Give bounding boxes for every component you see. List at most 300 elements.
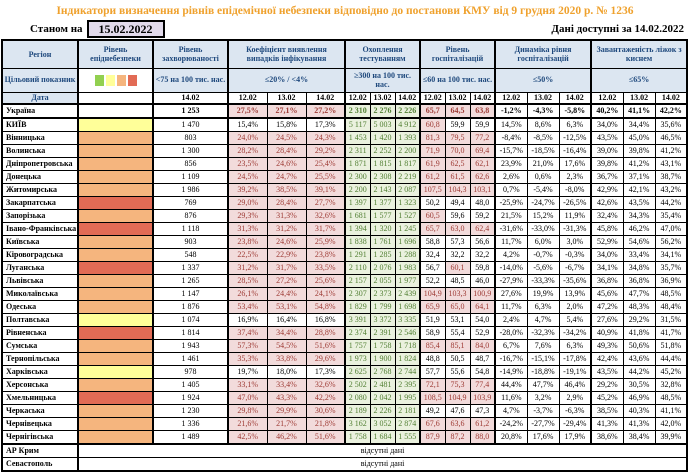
beds-cell: 47,7%	[623, 288, 655, 301]
detection-cell: 31,3%	[267, 210, 306, 223]
testing-cell: 2 546	[395, 327, 420, 340]
hosp-cell: 107,5	[420, 184, 445, 197]
incidence-cell: 1 876	[153, 301, 228, 314]
hosp-cell: 47,6	[445, 405, 470, 418]
detection-cell: 38,5%	[267, 184, 306, 197]
hosp-cell: 50,5	[445, 353, 470, 366]
beds-cell: 45,0%	[623, 132, 655, 145]
hosp-cell: 49,4	[445, 197, 470, 210]
incidence-cell: 1 336	[153, 418, 228, 431]
dynamics-cell: -35,6%	[559, 275, 591, 288]
detection-cell: 34,4%	[267, 327, 306, 340]
detection-cell: 32,6%	[306, 379, 345, 392]
dynamics-cell: 6,3%	[559, 118, 591, 132]
dynamics-cell: -15,1%	[527, 353, 559, 366]
beds-cell: 48,5%	[655, 288, 687, 301]
dynamics-cell: -14,9%	[495, 366, 527, 379]
beds-cell: 43,5%	[591, 366, 623, 379]
region-cell: АР Крим	[2, 444, 78, 458]
detection-cell: 21,7%	[267, 418, 306, 431]
region-cell: Хмельницька	[2, 392, 78, 405]
hosp-cell: 70,0	[445, 145, 470, 158]
data-available-label: Дані доступні за 14.02.2022	[551, 22, 684, 35]
detection-cell: 43,3%	[267, 392, 306, 405]
testing-cell: 1 320	[370, 223, 395, 236]
beds-cell: 40,9%	[591, 327, 623, 340]
testing-cell: 2 391	[370, 327, 395, 340]
region-cell: Харківська	[2, 366, 78, 379]
dynamics-cell: 0,6%	[527, 171, 559, 184]
date-cell: 14.02	[470, 92, 495, 104]
testing-cell: 2 252	[370, 145, 395, 158]
dynamics-cell: -5,6%	[527, 262, 559, 275]
beds-cell: 47,2%	[591, 301, 623, 314]
detection-cell: 32,6%	[306, 210, 345, 223]
testing-cell: 2 373	[370, 288, 395, 301]
as-of-date-box: 15.02.2022	[87, 20, 165, 38]
date-cell: 13.02	[370, 92, 395, 104]
testing-cell: 1 377	[370, 197, 395, 210]
detection-cell: 28,5%	[228, 275, 267, 288]
testing-cell: 1 815	[370, 158, 395, 171]
target-dynamics: ≤50%	[495, 68, 591, 92]
dynamics-cell: -31,3%	[559, 223, 591, 236]
beds-cell: 36,7%	[591, 171, 623, 184]
beds-cell: 41,2%	[623, 158, 655, 171]
level-cell	[78, 223, 153, 236]
dynamics-cell: -24,7%	[527, 197, 559, 210]
detection-cell: 23,8%	[306, 249, 345, 262]
dynamics-cell: -27,9%	[495, 275, 527, 288]
incidence-cell: 1 337	[153, 262, 228, 275]
col-detection: Коефіцієнт виявлення випадків інфікування	[228, 40, 345, 68]
beds-cell: 44,2%	[655, 197, 687, 210]
level-cell	[78, 249, 153, 262]
detection-cell: 25,4%	[306, 158, 345, 171]
testing-cell: 1 799	[370, 301, 395, 314]
beds-cell: 49,3%	[591, 340, 623, 353]
incidence-cell: 1 230	[153, 405, 228, 418]
hosp-cell: 56,6	[470, 236, 495, 249]
beds-cell: 45,2%	[655, 366, 687, 379]
hosp-cell: 75,3	[445, 379, 470, 392]
dynamics-cell: -26,5%	[559, 197, 591, 210]
table-row	[2, 104, 687, 118]
table-row	[2, 249, 687, 262]
table-row	[2, 444, 687, 458]
dynamics-cell: 17,6%	[527, 431, 559, 445]
testing-cell: 2 181	[395, 405, 420, 418]
beds-cell: 35,7%	[655, 262, 687, 275]
table-row	[2, 118, 687, 132]
dynamics-cell: -18,5%	[527, 145, 559, 158]
date-cell: 14.02	[395, 92, 420, 104]
detection-cell: 24,6%	[267, 236, 306, 249]
beds-cell: 50,6%	[623, 340, 655, 353]
col-testing: Охоплення тестуванням	[345, 40, 420, 68]
detection-cell: 24,0%	[228, 132, 267, 145]
level-cell	[78, 418, 153, 431]
hosp-cell: 63,0	[445, 223, 470, 236]
beds-cell: 42,6%	[591, 197, 623, 210]
testing-cell: 1 453	[345, 132, 370, 145]
beds-cell: 47,0%	[655, 223, 687, 236]
hosp-cell: 48,8	[420, 353, 445, 366]
target-label: Цільовий показник	[2, 68, 78, 92]
incidence-cell: 903	[153, 236, 228, 249]
date-cell: 12.02	[420, 92, 445, 104]
region-cell: КИЇВ	[2, 118, 78, 132]
level-cell	[78, 197, 153, 210]
hosp-cell: 59,2	[470, 210, 495, 223]
dynamics-cell: 17,6%	[559, 158, 591, 171]
hosp-cell: 62,4	[470, 223, 495, 236]
col-epidemic-level: Рівень епіднебезпеки	[78, 40, 153, 68]
dynamics-cell: -14,0%	[495, 262, 527, 275]
testing-cell: 2 226	[395, 104, 420, 118]
region-cell: Київська	[2, 236, 78, 249]
detection-cell: 25,6%	[306, 275, 345, 288]
no-data-cell: відсутні дані	[78, 458, 687, 472]
detection-cell: 15,4%	[228, 118, 267, 132]
region-cell: Сумська	[2, 340, 78, 353]
level-cell	[78, 327, 153, 340]
beds-cell: 27,6%	[591, 314, 623, 327]
dynamics-cell: -18,8%	[527, 366, 559, 379]
dynamics-cell: 6,3%	[527, 301, 559, 314]
hosp-cell: 57,7	[420, 366, 445, 379]
hosp-cell: 57,3	[445, 236, 470, 249]
table-row	[2, 210, 687, 223]
dynamics-cell: 13,9%	[559, 288, 591, 301]
indicators-table	[1, 39, 688, 472]
target-incidence: <75 на 100 тис. нас.	[153, 68, 228, 92]
hosp-cell: 52,2	[420, 275, 445, 288]
testing-cell: 2 200	[395, 145, 420, 158]
hosp-cell: 32,2	[445, 249, 470, 262]
level-cell	[78, 301, 153, 314]
testing-cell: 3 162	[345, 418, 370, 431]
testing-cell: 1 288	[395, 249, 420, 262]
testing-cell: 1 829	[345, 301, 370, 314]
detection-cell: 19,7%	[228, 366, 267, 379]
level-cell	[78, 104, 153, 118]
as-of-label: Станом на	[30, 22, 83, 35]
level-cell	[78, 275, 153, 288]
detection-cell: 26,1%	[228, 288, 267, 301]
hosp-cell: 71,9	[420, 145, 445, 158]
dynamics-cell: 11,9%	[559, 210, 591, 223]
testing-cell: 3 372	[370, 314, 395, 327]
detection-cell: 21,6%	[228, 418, 267, 431]
level-cell	[78, 431, 153, 445]
beds-cell: 35,4%	[655, 210, 687, 223]
dynamics-cell: 6,7%	[495, 340, 527, 353]
beds-cell: 36,8%	[623, 275, 655, 288]
testing-cell: 2 087	[395, 184, 420, 197]
dynamics-cell: -29,4%	[559, 418, 591, 431]
region-cell: Івано-Франківська	[2, 223, 78, 236]
testing-cell: 1 817	[395, 158, 420, 171]
hosp-cell: 52,9	[470, 327, 495, 340]
hosp-cell: 85,4	[420, 340, 445, 353]
testing-cell: 1 983	[395, 262, 420, 275]
level-cell	[78, 405, 153, 418]
beds-cell: 42,0%	[655, 418, 687, 431]
hosp-cell: 32,2	[470, 249, 495, 262]
hosp-cell: 65,7	[420, 104, 445, 118]
beds-cell: 51,8%	[655, 340, 687, 353]
beds-cell: 45,8%	[591, 223, 623, 236]
dynamics-cell: 4,2%	[495, 249, 527, 262]
region-cell: Миколаївська	[2, 288, 78, 301]
beds-cell: 44,4%	[655, 353, 687, 366]
detection-cell: 51,6%	[306, 431, 345, 445]
testing-cell: 1 871	[345, 158, 370, 171]
beds-cell: 45,6%	[591, 288, 623, 301]
level-cell	[78, 145, 153, 158]
table-row	[2, 327, 687, 340]
detection-cell: 54,8%	[306, 301, 345, 314]
target-testing: ≥300 на 100 тис. нас.	[345, 68, 420, 92]
dynamics-cell: 8,6%	[527, 118, 559, 132]
hosp-cell: 87,9	[420, 431, 445, 445]
hosp-cell: 103,1	[470, 184, 495, 197]
target-hospitalization: ≤60 на 100 тис. нас.	[420, 68, 495, 92]
testing-cell: 1 245	[395, 223, 420, 236]
beds-cell: 48,5%	[655, 392, 687, 405]
dynamics-cell: -8,4%	[495, 132, 527, 145]
beds-cell: 38,5%	[591, 405, 623, 418]
incidence-cell: 1 118	[153, 223, 228, 236]
meta-row	[2, 20, 688, 37]
hosp-cell: 84,0	[470, 340, 495, 353]
region-cell: Чернівецька	[2, 418, 78, 431]
dynamics-cell: 3,0%	[559, 236, 591, 249]
detection-cell: 17,3%	[306, 366, 345, 379]
dynamics-cell: 21,5%	[495, 210, 527, 223]
beds-cell: 48,4%	[655, 301, 687, 314]
hosp-cell: 59,8	[470, 262, 495, 275]
hosp-cell: 48,5	[445, 275, 470, 288]
detection-cell: 22,5%	[228, 249, 267, 262]
detection-cell: 27,1%	[267, 104, 306, 118]
region-cell: Волинська	[2, 145, 78, 158]
date-cell: 12.02	[228, 92, 267, 104]
incidence-cell: 1 405	[153, 379, 228, 392]
detection-cell: 46,2%	[267, 431, 306, 445]
level-cell	[78, 366, 153, 379]
table-row	[2, 301, 687, 314]
incidence-cell: 1 253	[153, 104, 228, 118]
testing-cell: 1 977	[395, 275, 420, 288]
page-title: Індикатори визначення рівнів епідемічної небезпеки відповідно до постанови КМУ від 9 грудня 2020 р. № 1236	[56, 5, 634, 17]
beds-cell: 43,2%	[655, 184, 687, 197]
beds-cell: 34,1%	[655, 249, 687, 262]
hosp-cell: 46,0	[470, 275, 495, 288]
hosp-cell: 63,8	[470, 104, 495, 118]
dynamics-cell: 2,0%	[559, 301, 591, 314]
dynamics-cell: -31,6%	[495, 223, 527, 236]
beds-cell: 39,8%	[591, 158, 623, 171]
detection-cell: 27,2%	[267, 275, 306, 288]
detection-cell: 17,3%	[306, 118, 345, 132]
hosp-cell: 58,9	[420, 327, 445, 340]
dynamics-cell: 4,7%	[495, 405, 527, 418]
beds-cell: 54,6%	[623, 236, 655, 249]
region-cell: Донецька	[2, 171, 78, 184]
table-row	[2, 431, 687, 445]
testing-cell: 2 307	[345, 288, 370, 301]
beds-cell: 38,6%	[591, 431, 623, 445]
incidence-cell: 876	[153, 210, 228, 223]
detection-cell: 25,9%	[306, 236, 345, 249]
detection-cell: 27,2%	[306, 104, 345, 118]
beds-cell: 40,2%	[591, 104, 623, 118]
detection-cell: 25,5%	[306, 171, 345, 184]
hosp-cell: 32,4	[420, 249, 445, 262]
incidence-cell: 1 986	[153, 184, 228, 197]
level-cell	[78, 392, 153, 405]
beds-cell: 39,0%	[591, 145, 623, 158]
beds-cell: 46,2%	[623, 223, 655, 236]
detection-cell: 28,4%	[267, 145, 306, 158]
incidence-cell: 1 470	[153, 118, 228, 132]
hosp-cell: 61,2	[420, 171, 445, 184]
dynamics-cell: 23,9%	[495, 158, 527, 171]
region-cell: Тернопільська	[2, 353, 78, 366]
detection-cell: 23,8%	[228, 236, 267, 249]
target-detection: ≤20% / <4%	[228, 68, 345, 92]
testing-cell: 3 335	[395, 314, 420, 327]
table-row	[2, 379, 687, 392]
table-row	[2, 236, 687, 249]
incidence-cell: 1 924	[153, 392, 228, 405]
dynamics-cell: -0,7%	[527, 249, 559, 262]
testing-cell: 1 757	[345, 340, 370, 353]
beds-cell: 35,6%	[655, 118, 687, 132]
no-data-cell: відсутні дані	[78, 444, 687, 458]
hosp-cell: 60,1	[445, 262, 470, 275]
date-cell: 13.02	[445, 92, 470, 104]
region-cell: Україна	[2, 104, 78, 118]
hosp-cell: 69,4	[470, 145, 495, 158]
beds-cell: 34,3%	[623, 210, 655, 223]
region-cell: Луганська	[2, 262, 78, 275]
testing-cell: 2 481	[370, 379, 395, 392]
dynamics-cell: -3,7%	[527, 405, 559, 418]
beds-cell: 36,8%	[591, 275, 623, 288]
testing-cell: 2 374	[345, 327, 370, 340]
testing-cell: 2 110	[345, 262, 370, 275]
beds-cell: 38,4%	[623, 431, 655, 445]
beds-cell: 43,6%	[623, 353, 655, 366]
beds-cell: 32,4%	[591, 210, 623, 223]
testing-cell: 1 577	[370, 210, 395, 223]
dynamics-cell: -8,5%	[527, 132, 559, 145]
table-row	[2, 223, 687, 236]
detection-cell: 16,9%	[228, 314, 267, 327]
detection-cell: 54,5%	[267, 340, 306, 353]
beds-cell: 34,4%	[623, 118, 655, 132]
dynamics-cell: 21,0%	[527, 158, 559, 171]
dynamics-cell: 27,6%	[495, 288, 527, 301]
detection-cell: 29,2%	[306, 145, 345, 158]
detection-cell: 53,1%	[267, 301, 306, 314]
dynamics-cell: -17,8%	[559, 353, 591, 366]
dynamics-cell: -34,2%	[559, 327, 591, 340]
beds-cell: 46,5%	[655, 132, 687, 145]
dynamics-cell: -33,0%	[527, 223, 559, 236]
dynamics-cell: -19,1%	[559, 366, 591, 379]
dynamics-cell: 15,2%	[527, 210, 559, 223]
hosp-cell: 53,1	[445, 314, 470, 327]
hosp-cell: 62,5	[445, 158, 470, 171]
detection-cell: 42,5%	[228, 431, 267, 445]
detection-cell: 42,2%	[306, 392, 345, 405]
hosp-cell: 108,5	[420, 392, 445, 405]
detection-cell: 24,3%	[306, 132, 345, 145]
detection-cell: 31,7%	[306, 223, 345, 236]
dynamics-cell: 6,0%	[527, 236, 559, 249]
region-cell: Черкаська	[2, 405, 78, 418]
table-row	[2, 353, 687, 366]
incidence-cell: 1 300	[153, 145, 228, 158]
detection-cell: 18,0%	[267, 366, 306, 379]
beds-cell: 43,5%	[623, 197, 655, 210]
testing-cell: 5 003	[370, 118, 395, 132]
beds-cell: 45,2%	[591, 392, 623, 405]
date-cell: 14.02	[655, 92, 687, 104]
detection-cell: 24,4%	[267, 288, 306, 301]
testing-cell: 1 323	[395, 197, 420, 210]
hosp-cell: 77,4	[470, 379, 495, 392]
dynamics-cell: 11,7%	[495, 301, 527, 314]
testing-cell: 2 157	[345, 275, 370, 288]
region-cell: Житомирська	[2, 184, 78, 197]
region-cell: Полтавська	[2, 314, 78, 327]
hosp-cell: 67,6	[420, 418, 445, 431]
beds-cell: 41,1%	[623, 104, 655, 118]
dynamics-cell: -0,3%	[559, 249, 591, 262]
region-cell: Львівська	[2, 275, 78, 288]
table-row	[2, 158, 687, 171]
date-cell: 13.02	[527, 92, 559, 104]
region-cell: Вінницька	[2, 132, 78, 145]
header-row-targets	[2, 68, 687, 92]
dynamics-cell: 5,4%	[559, 314, 591, 327]
beds-cell: 33,4%	[623, 249, 655, 262]
testing-cell: 2 200	[345, 184, 370, 197]
testing-cell: 2 874	[395, 418, 420, 431]
region-cell: Дніпропетровська	[2, 158, 78, 171]
beds-cell: 34,0%	[591, 249, 623, 262]
date-cell: 14.02	[559, 92, 591, 104]
testing-cell: 1 696	[395, 236, 420, 249]
level-cell	[78, 171, 153, 184]
detection-cell: 28,2%	[228, 145, 267, 158]
beds-cell: 42,2%	[655, 104, 687, 118]
detection-cell: 47,0%	[228, 392, 267, 405]
incidence-cell: 978	[153, 366, 228, 379]
table-row	[2, 171, 687, 184]
date-cell: 14.02	[153, 92, 228, 104]
detection-cell: 28,4%	[267, 197, 306, 210]
detection-cell: 31,3%	[228, 223, 267, 236]
table-row	[2, 392, 687, 405]
hosp-cell: 61,2	[470, 418, 495, 431]
detection-cell: 29,6%	[306, 353, 345, 366]
